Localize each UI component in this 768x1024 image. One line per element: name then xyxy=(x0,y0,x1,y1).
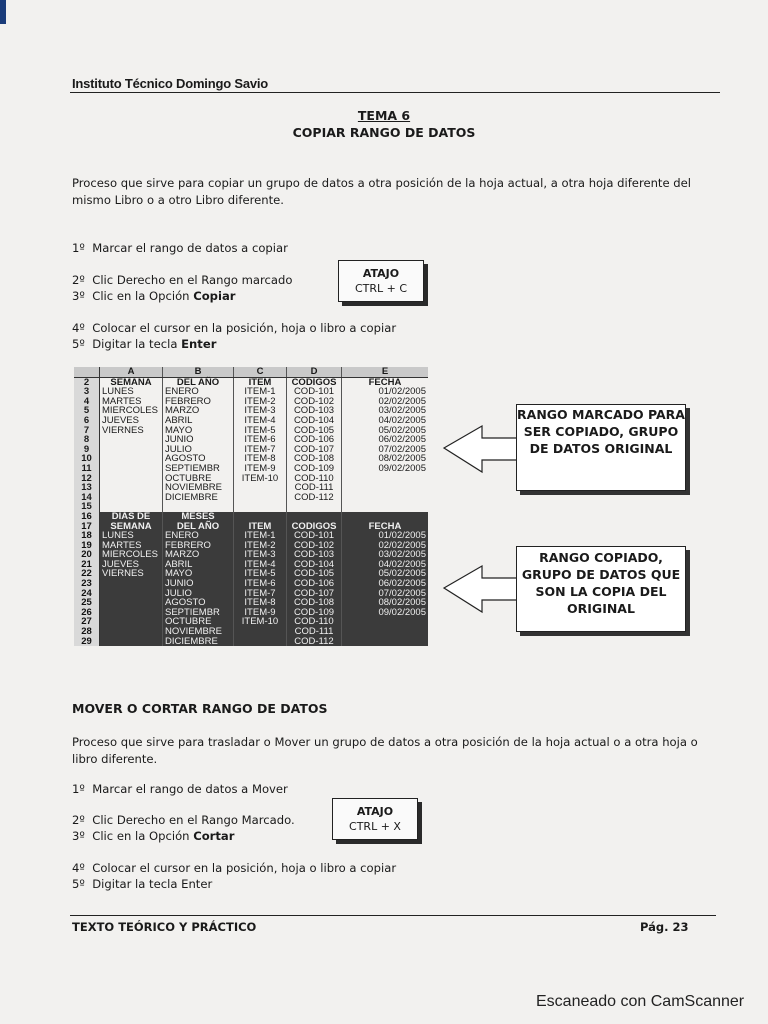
s1-step-3: 3º Clic en la Opción Copiar xyxy=(72,289,236,303)
cell: COD-112 xyxy=(287,637,342,647)
cell: 05/02/2005 xyxy=(342,569,429,579)
shortcut-keys: CTRL + X xyxy=(349,820,401,833)
cell: FEBRERO xyxy=(163,397,234,407)
spreadsheet-row xyxy=(74,474,428,484)
cell: JUNIO xyxy=(163,579,234,589)
page-number: Pág. 23 xyxy=(640,920,689,934)
cell: COD-107 xyxy=(287,589,342,599)
cell xyxy=(287,502,342,512)
section2-description: Proceso que sirve para trasladar o Mover un grupo de datos a otra posición de la hoja actual o a otra hoja o libro diferente. xyxy=(72,735,698,766)
row-number: 23 xyxy=(74,579,100,589)
cell: ABRIL xyxy=(163,416,234,426)
cell: JUEVES xyxy=(100,560,163,570)
row-number: 5 xyxy=(74,406,100,416)
cell: MIERCOLES xyxy=(100,406,163,416)
shortcut-label: ATAJO xyxy=(356,805,394,818)
cell: MIERCOLES xyxy=(100,550,163,560)
cell: VIERNES xyxy=(100,426,163,436)
col-header-a: A xyxy=(100,367,163,377)
cell: 04/02/2005 xyxy=(342,416,429,426)
row-number: 7 xyxy=(74,426,100,436)
cell: ITEM-8 xyxy=(234,454,287,464)
col-header-d: D xyxy=(287,367,342,377)
cell xyxy=(234,637,287,647)
cell: COD-108 xyxy=(287,454,342,464)
col-header-b: B xyxy=(163,367,234,377)
cell: COD-101 xyxy=(287,387,342,397)
row-number: 4 xyxy=(74,397,100,407)
cell xyxy=(100,608,163,618)
cell: ITEM-5 xyxy=(234,569,287,579)
cell: MARZO xyxy=(163,406,234,416)
cell xyxy=(342,493,429,503)
spreadsheet-row xyxy=(74,493,428,503)
row-number: 15 xyxy=(74,502,100,512)
row-number: 6 xyxy=(74,416,100,426)
cell: 02/02/2005 xyxy=(342,541,429,551)
scan-edge-mark xyxy=(0,0,6,24)
cell: FEBRERO xyxy=(163,541,234,551)
arrow-icon xyxy=(440,560,520,620)
shortcut-label: ATAJO xyxy=(362,267,400,280)
cell: AGOSTO xyxy=(163,598,234,608)
row-number: 3 xyxy=(74,387,100,397)
section1-title: COPIAR RANGO DE DATOS xyxy=(292,125,476,140)
cell: 03/02/2005 xyxy=(342,550,429,560)
row-number: 22 xyxy=(74,569,100,579)
cell: VIERNES xyxy=(100,569,163,579)
cell: 09/02/2005 xyxy=(342,464,429,474)
cell: COD-102 xyxy=(287,397,342,407)
shortcut-keys: CTRL + C xyxy=(354,282,408,295)
row-number: 24 xyxy=(74,589,100,599)
cell: COD-105 xyxy=(287,426,342,436)
cell xyxy=(100,435,163,445)
cell xyxy=(100,579,163,589)
row-number: 8 xyxy=(74,435,100,445)
spreadsheet-example xyxy=(74,367,428,646)
cell: COD-106 xyxy=(287,579,342,589)
s2-step-2: 2º Clic Derecho en el Rango Marcado. xyxy=(72,813,295,827)
shortcut-box-copy xyxy=(338,260,424,302)
cell: COD-111 xyxy=(287,483,342,493)
cell xyxy=(342,502,429,512)
s2-step-5: 5º Digitar la tecla Enter xyxy=(72,877,213,891)
row-number: 27 xyxy=(74,617,100,627)
row-number: 10 xyxy=(74,454,100,464)
cell: FECHA xyxy=(342,377,429,387)
cell: SEPTIEMBR xyxy=(163,608,234,618)
cell: 09/02/2005 xyxy=(342,608,429,618)
cell: MARTES xyxy=(100,397,163,407)
row-number: 21 xyxy=(74,560,100,570)
row-number: 18 xyxy=(74,531,100,541)
cell: COD-107 xyxy=(287,445,342,455)
row-number: 17 xyxy=(74,522,100,532)
cell: ITEM xyxy=(234,377,287,387)
row-number: 26 xyxy=(74,608,100,618)
cell: COD-105 xyxy=(287,569,342,579)
spreadsheet-row xyxy=(74,483,428,493)
s2-step-4: 4º Colocar el cursor en la posición, hoja o libro a copiar xyxy=(72,861,397,875)
row-number: 16 xyxy=(74,512,100,522)
cell: 03/02/2005 xyxy=(342,406,429,416)
cell: ITEM-3 xyxy=(234,550,287,560)
col-header-e: E xyxy=(342,367,429,377)
cell: DEL AÑO xyxy=(163,522,234,532)
callout-marked-range: RANGO MARCADO PARA SER COPIADO, GRUPO DE DATOS ORIGINAL xyxy=(516,404,686,491)
row-number: 2 xyxy=(74,377,100,387)
col-header-c: C xyxy=(234,367,287,377)
cell: ITEM xyxy=(234,522,287,532)
cell: 05/02/2005 xyxy=(342,426,429,436)
row-number: 9 xyxy=(74,445,100,455)
cell: SEMANA xyxy=(100,377,163,387)
cell: LUNES xyxy=(100,387,163,397)
cell: JULIO xyxy=(163,445,234,455)
cell xyxy=(342,637,429,647)
cell: MAYO xyxy=(163,569,234,579)
cell: ITEM-7 xyxy=(234,445,287,455)
cell: SEMANA xyxy=(100,522,163,532)
cell: FECHA xyxy=(342,522,429,532)
cell: NOVIEMBRE xyxy=(163,627,234,637)
cell: ITEM-4 xyxy=(234,560,287,570)
cell: ITEM-9 xyxy=(234,608,287,618)
spreadsheet-grid xyxy=(74,367,428,646)
column-header-row xyxy=(74,367,428,377)
shortcut-box-cut xyxy=(332,798,418,840)
s1-step-1: 1º Marcar el rango de datos a copiar xyxy=(72,241,288,255)
cell xyxy=(234,627,287,637)
cell: ITEM-2 xyxy=(234,541,287,551)
s1-step-5: 5º Digitar la tecla Enter xyxy=(72,337,217,351)
cell xyxy=(100,483,163,493)
row-number: 19 xyxy=(74,541,100,551)
s1-step-2: 2º Clic Derecho en el Rango marcado xyxy=(72,273,293,287)
cell xyxy=(100,617,163,627)
cell: ITEM-3 xyxy=(234,406,287,416)
cell: 07/02/2005 xyxy=(342,445,429,455)
cell xyxy=(342,483,429,493)
row-number: 25 xyxy=(74,598,100,608)
s2-step-3: 3º Clic en la Opción Cortar xyxy=(72,829,235,843)
cell: ITEM-7 xyxy=(234,589,287,599)
cell: ITEM-6 xyxy=(234,435,287,445)
cell: ITEM-1 xyxy=(234,387,287,397)
cell: COD-104 xyxy=(287,416,342,426)
cell: COD-102 xyxy=(287,541,342,551)
cell xyxy=(100,474,163,484)
cell: 01/02/2005 xyxy=(342,531,429,541)
cell: MESES xyxy=(163,512,234,522)
cell: COD-101 xyxy=(287,531,342,541)
cell xyxy=(100,598,163,608)
cell: COD-104 xyxy=(287,560,342,570)
row-number: 20 xyxy=(74,550,100,560)
cell xyxy=(234,483,287,493)
cell: ITEM-4 xyxy=(234,416,287,426)
cell: COD-103 xyxy=(287,406,342,416)
s1-step-4: 4º Colocar el cursor en la posición, hoja o libro a copiar xyxy=(72,321,397,335)
row-number: 12 xyxy=(74,474,100,484)
cell: COD-110 xyxy=(287,617,342,627)
footer-title: TEXTO TEÓRICO Y PRÁCTICO xyxy=(72,920,257,934)
cell: COD-112 xyxy=(287,493,342,503)
camscanner-watermark: Escaneado con CamScanner xyxy=(536,993,745,1010)
cell: COD-108 xyxy=(287,598,342,608)
spreadsheet-row xyxy=(74,627,428,637)
cell: COD-106 xyxy=(287,435,342,445)
header-rule xyxy=(70,92,720,93)
cell xyxy=(100,627,163,637)
cell: MARZO xyxy=(163,550,234,560)
cell: 01/02/2005 xyxy=(342,387,429,397)
cell: JUEVES xyxy=(100,416,163,426)
cell xyxy=(100,589,163,599)
cell: ITEM-9 xyxy=(234,464,287,474)
cell: OCTUBRE xyxy=(163,617,234,627)
cell: NOVIEMBRE xyxy=(163,483,234,493)
cell: 06/02/2005 xyxy=(342,579,429,589)
s2-step-1: 1º Marcar el rango de datos a Mover xyxy=(72,782,288,796)
cell: DEL AÑO xyxy=(163,377,234,387)
cell xyxy=(100,493,163,503)
cell: ITEM-6 xyxy=(234,579,287,589)
cell xyxy=(234,493,287,503)
cell xyxy=(342,617,429,627)
cell: CODIGOS xyxy=(287,377,342,387)
cell: ITEM-1 xyxy=(234,531,287,541)
section1-description: Proceso que sirve para copiar un grupo de datos a otra posición de la hoja actual, a otra hoja diferente del mismo Libro o a otro Libro diferente. xyxy=(72,176,692,207)
cell xyxy=(342,627,429,637)
cell: DICIEMBRE xyxy=(163,637,234,647)
cell: COD-109 xyxy=(287,464,342,474)
cell: ITEM-10 xyxy=(234,474,287,484)
cell: COD-111 xyxy=(287,627,342,637)
cell: 04/02/2005 xyxy=(342,560,429,570)
cell: COD-103 xyxy=(287,550,342,560)
cell: 08/02/2005 xyxy=(342,598,429,608)
cell: LUNES xyxy=(100,531,163,541)
cell: COD-110 xyxy=(287,474,342,484)
cell: ITEM-2 xyxy=(234,397,287,407)
cell: SEPTIEMBR xyxy=(163,464,234,474)
cell: 07/02/2005 xyxy=(342,589,429,599)
topic-number: TEMA 6 xyxy=(357,108,411,123)
cell xyxy=(100,454,163,464)
cell: ITEM-10 xyxy=(234,617,287,627)
cell: ABRIL xyxy=(163,560,234,570)
row-number: 11 xyxy=(74,464,100,474)
row-number: 14 xyxy=(74,493,100,503)
arrow-icon xyxy=(440,420,520,480)
cell xyxy=(100,464,163,474)
spreadsheet-row xyxy=(74,637,428,647)
cell: MARTES xyxy=(100,541,163,551)
cell: AGOSTO xyxy=(163,454,234,464)
section2-title: MOVER O CORTAR RANGO DE DATOS xyxy=(72,701,328,716)
cell xyxy=(100,637,163,647)
row-number: 28 xyxy=(74,627,100,637)
row-number: 13 xyxy=(74,483,100,493)
cell: ITEM-8 xyxy=(234,598,287,608)
cell: JUNIO xyxy=(163,435,234,445)
spreadsheet-row xyxy=(74,617,428,627)
cell: 06/02/2005 xyxy=(342,435,429,445)
cell xyxy=(234,502,287,512)
row-number: 29 xyxy=(74,637,100,647)
cell: ENERO xyxy=(163,531,234,541)
cell: COD-109 xyxy=(287,608,342,618)
cell xyxy=(342,474,429,484)
cell xyxy=(100,445,163,455)
cell: DICIEMBRE xyxy=(163,493,234,503)
cell: JULIO xyxy=(163,589,234,599)
institution-header: Instituto Técnico Domingo Savio xyxy=(72,76,269,91)
cell: 02/02/2005 xyxy=(342,397,429,407)
cell: 08/02/2005 xyxy=(342,454,429,464)
footer-rule xyxy=(70,915,716,916)
callout-copied-range: RANGO COPIADO, GRUPO DE DATOS QUE SON LA COPIA DEL ORIGINAL xyxy=(516,546,686,632)
cell: DIAS DE xyxy=(100,512,163,522)
cell: ITEM-5 xyxy=(234,426,287,436)
cell: MAYO xyxy=(163,426,234,436)
cell: OCTUBRE xyxy=(163,474,234,484)
cell: ENERO xyxy=(163,387,234,397)
cell: CODIGOS xyxy=(287,522,342,532)
